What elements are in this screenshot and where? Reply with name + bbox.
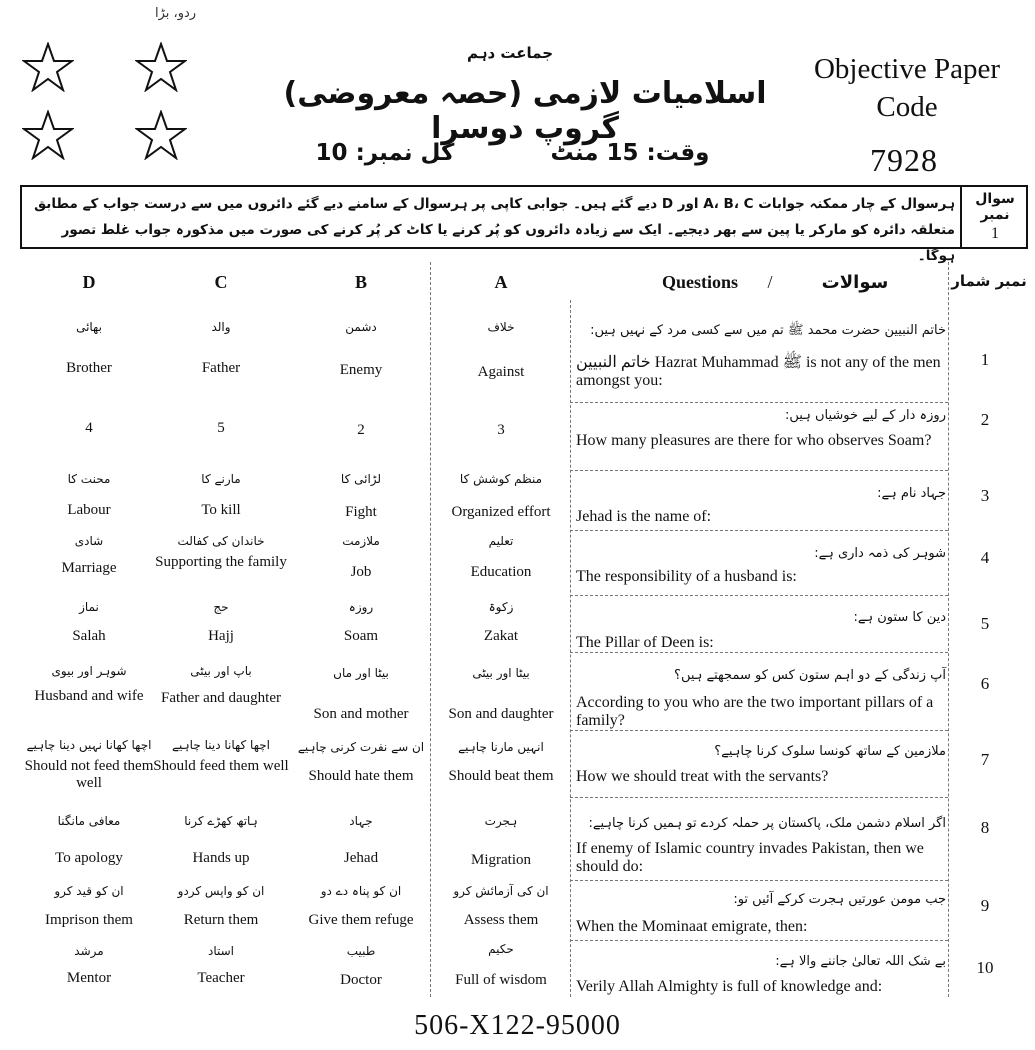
question-number: 6: [980, 674, 990, 693]
question-number: 2: [980, 410, 990, 429]
option-d-english: Should not feed them well: [24, 758, 154, 791]
question-english: The Pillar of Deen is:: [576, 634, 714, 651]
star-icon: [135, 110, 187, 160]
option-a-urdu: حکیم: [488, 942, 514, 956]
option-c-english: Return them: [183, 912, 259, 928]
row-divider: [570, 402, 948, 403]
question-number: 1: [991, 225, 999, 242]
question-urdu: اگر اسلام دشمن ملک، پاکستان پر حملہ کردے تو ہمیں کرنا چاہیے:: [588, 816, 946, 831]
option-d-english: Labour: [67, 502, 111, 518]
option-a-english: Should beat them: [448, 768, 554, 784]
option-b-english: Soam: [343, 628, 379, 644]
column-divider: [948, 262, 949, 997]
option-a-urdu: خلاف: [487, 320, 515, 334]
instructions-box: [20, 185, 1028, 264]
option-b-urdu: دشمن: [345, 320, 377, 334]
option-d-english: Husband and wife: [34, 688, 144, 704]
star-icon: [22, 110, 74, 160]
option-c-english: To kill: [201, 502, 241, 518]
option-c-english: Should feed them well: [153, 758, 289, 774]
option-b-english: Jehad: [343, 850, 379, 866]
question-english: خاتم النبیین Hazrat Muhammad ﷺ is not any of the men amongst you:: [576, 354, 941, 389]
row-divider: [570, 652, 948, 653]
option-a-urdu: ان کی آزمائش کرو: [453, 884, 549, 898]
option-c-english: Hands up: [192, 850, 250, 866]
option-a-urdu: ہجرت: [484, 814, 518, 828]
question-urdu: ملازمین کے ساتھ کونسا سلوک کرنا چاہیے؟: [714, 744, 946, 759]
questions-header-en: Questions: [661, 272, 739, 292]
option-c-urdu: استاد: [207, 944, 234, 958]
question-english: When the Mominaat emigrate, then:: [576, 918, 808, 935]
paper-serial-code: 506-X122-95000: [414, 1010, 621, 1041]
column-header-a: A: [494, 272, 508, 292]
option-d-english: Salah: [72, 628, 106, 644]
option-d-english: Brother: [66, 360, 112, 376]
option-a-english: Migration: [471, 852, 531, 868]
question-number: 5: [980, 614, 990, 633]
option-c-english: Hajj: [208, 628, 234, 644]
option-b-english: Son and mother: [313, 706, 409, 722]
instructions-text: ہرسوال کے چار ممکنہ جوابات A، B، C اور D دیے گئے ہیں۔ جوابی کاپی پر ہرسوال کے سامنے دیے گئے دائروں میں سے درست جواب کے مطابق متعلقہ دائرہ کو مارکر یا پین سے بھر دیجیے۔ ایک سے زیادہ دائروں کو پُر کرنے یا کاٹ کر پُر کرنے کی صورت میں مذکورہ جواب غلط تصور ہوگا۔: [34, 196, 955, 264]
option-d-english: Imprison them: [45, 912, 133, 928]
question-urdu: بے شک اللہ تعالیٰ جاننے والا ہے:: [775, 954, 946, 969]
serial-header: نمبر شمار: [951, 272, 1027, 290]
option-c-urdu: اچھا کھانا دینا چاہیے: [172, 738, 270, 752]
option-b-urdu: ان کو پناہ دے دو: [320, 884, 402, 898]
header-slash: /: [767, 272, 773, 292]
option-c-urdu: حج: [213, 600, 229, 614]
option-d-urdu: مرشد: [74, 944, 104, 958]
option-d-urdu: شادی: [74, 534, 104, 548]
option-a-english: Against: [477, 364, 525, 380]
option-c-english: 5: [217, 420, 225, 436]
option-d-urdu: ان کو قید کرو: [54, 884, 124, 898]
question-english: If enemy of Islamic country invades Pakistan, then we should do:: [576, 840, 924, 875]
option-a-urdu: زکوۃ: [488, 600, 514, 614]
option-a-urdu: بیٹا اور بیٹی: [472, 666, 530, 680]
star-icon: [135, 42, 187, 92]
time-allowed: وقت: 15 منٹ: [550, 140, 710, 166]
question-english: How we should treat with the servants?: [576, 768, 829, 785]
code-label: Code: [876, 91, 938, 123]
column-divider: [570, 300, 571, 997]
option-b-urdu: ملازمت: [342, 534, 380, 548]
paper-title: Objective Paper: [813, 53, 1000, 85]
option-c-english: Supporting the family: [155, 554, 287, 570]
question-number-label: سوال نمبر: [975, 191, 1015, 223]
option-a-english: Son and daughter: [448, 706, 554, 722]
option-b-urdu: جہاد: [349, 814, 373, 828]
option-c-urdu: ان کو واپس کردو: [177, 884, 265, 898]
question-number: 10: [976, 958, 994, 977]
handwritten-note: ردو، بڑا: [155, 6, 197, 21]
option-b-english: Job: [350, 564, 372, 580]
row-divider: [570, 595, 948, 596]
question-urdu: جہاد نام ہے:: [877, 486, 946, 501]
option-c-english: Father and daughter: [161, 690, 281, 706]
option-d-urdu: نماز: [79, 600, 99, 614]
question-number: 7: [980, 750, 990, 769]
question-english: The responsibility of a husband is:: [576, 568, 797, 585]
question-english: According to you who are the two important pillars of a family?: [576, 694, 934, 729]
option-d-urdu: شوہر اور بیوی: [51, 664, 127, 678]
class-label: جماعت دہم: [466, 44, 554, 62]
option-b-english: Doctor: [340, 972, 382, 988]
star-icon: [22, 42, 74, 92]
option-a-english: 3: [497, 422, 505, 438]
column-header-c: C: [214, 272, 228, 292]
option-b-urdu: لڑائی کا: [340, 472, 382, 486]
instructions-divider: [960, 187, 962, 247]
option-d-urdu: اچھا کھانا نہیں دینا چاہیے: [26, 738, 152, 752]
row-divider: [570, 880, 948, 881]
row-divider: [570, 940, 948, 941]
questions-header-ur: سوالات: [821, 272, 889, 293]
option-a-english: Assess them: [463, 912, 539, 928]
option-c-english: Father: [201, 360, 241, 376]
option-b-urdu: روزہ: [348, 600, 374, 614]
option-b-urdu: ان سے نفرت کرنی چاہیے: [297, 740, 425, 754]
option-c-urdu: والد: [211, 320, 231, 334]
question-urdu: روزہ دار کے لیے خوشیاں ہیں:: [785, 408, 946, 423]
row-divider: [570, 797, 948, 798]
option-a-english: Organized effort: [451, 504, 551, 520]
option-d-english: Mentor: [66, 970, 112, 986]
option-a-urdu: انہیں مارنا چاہیے: [458, 740, 544, 754]
question-number: 9: [980, 896, 990, 915]
paper-code: 7928: [870, 142, 938, 178]
option-a-english: Zakat: [483, 628, 519, 644]
subject-title: اسلامیات لازمی (حصہ معروضی) گروپ دوسرا: [283, 76, 767, 146]
option-c-urdu: باپ اور بیٹی: [190, 664, 252, 678]
option-b-urdu: طبیب: [346, 944, 376, 958]
question-number: 3: [980, 486, 990, 505]
question-urdu: جب مومن عورتیں ہجرت کرکے آئیں تو:: [733, 892, 946, 907]
question-urdu: شوہر کی ذمہ داری ہے:: [814, 546, 946, 561]
option-d-urdu: بھائی: [76, 320, 102, 334]
option-a-english: Full of wisdom: [455, 972, 547, 988]
option-b-english: 2: [357, 422, 365, 438]
question-number: 4: [980, 548, 990, 567]
column-header-b: B: [354, 272, 367, 292]
question-urdu: دین کا ستون ہے:: [853, 610, 946, 625]
total-marks: کل نمبر: 10: [315, 140, 455, 166]
row-divider: [570, 470, 948, 471]
row-divider: [570, 730, 948, 731]
option-b-english: Enemy: [339, 362, 383, 378]
option-d-urdu: محنت کا: [67, 472, 111, 486]
question-urdu: آپ زندگی کے دو اہم ستون کس کو سمجھتے ہیں؟: [674, 668, 946, 683]
option-b-english: Give them refuge: [308, 912, 414, 928]
question-number: 8: [980, 818, 990, 837]
option-c-english: Teacher: [197, 970, 245, 986]
column-divider: [430, 262, 431, 997]
option-b-english: Should hate them: [308, 768, 414, 784]
option-c-urdu: خاندان کی کفالت: [177, 534, 265, 548]
option-d-english: 4: [85, 420, 93, 436]
option-c-urdu: مارنے کا: [201, 472, 241, 486]
option-d-english: To apology: [55, 850, 123, 866]
option-a-urdu: منظم کوشش کا: [459, 472, 543, 486]
option-d-urdu: معافی مانگنا: [57, 814, 121, 828]
option-d-english: Marriage: [61, 560, 117, 576]
column-header-d: D: [82, 272, 96, 292]
option-b-english: Fight: [345, 504, 377, 520]
question-number: 1: [980, 350, 990, 369]
question-english: Verily Allah Almighty is full of knowledge and:: [576, 978, 883, 995]
question-english: Jehad is the name of:: [576, 508, 712, 525]
option-b-urdu: بیٹا اور ماں: [333, 666, 389, 680]
question-english: How many pleasures are there for who observes Soam?: [576, 432, 932, 449]
row-divider: [570, 530, 948, 531]
option-a-english: Education: [470, 564, 532, 580]
option-c-urdu: ہاتھ کھڑے کرنا: [184, 814, 258, 828]
option-a-urdu: تعلیم: [488, 534, 514, 548]
question-urdu: خاتم النبیین حضرت محمد ﷺ تم میں سے کسی مرد کے نہیں ہیں:: [590, 323, 946, 338]
